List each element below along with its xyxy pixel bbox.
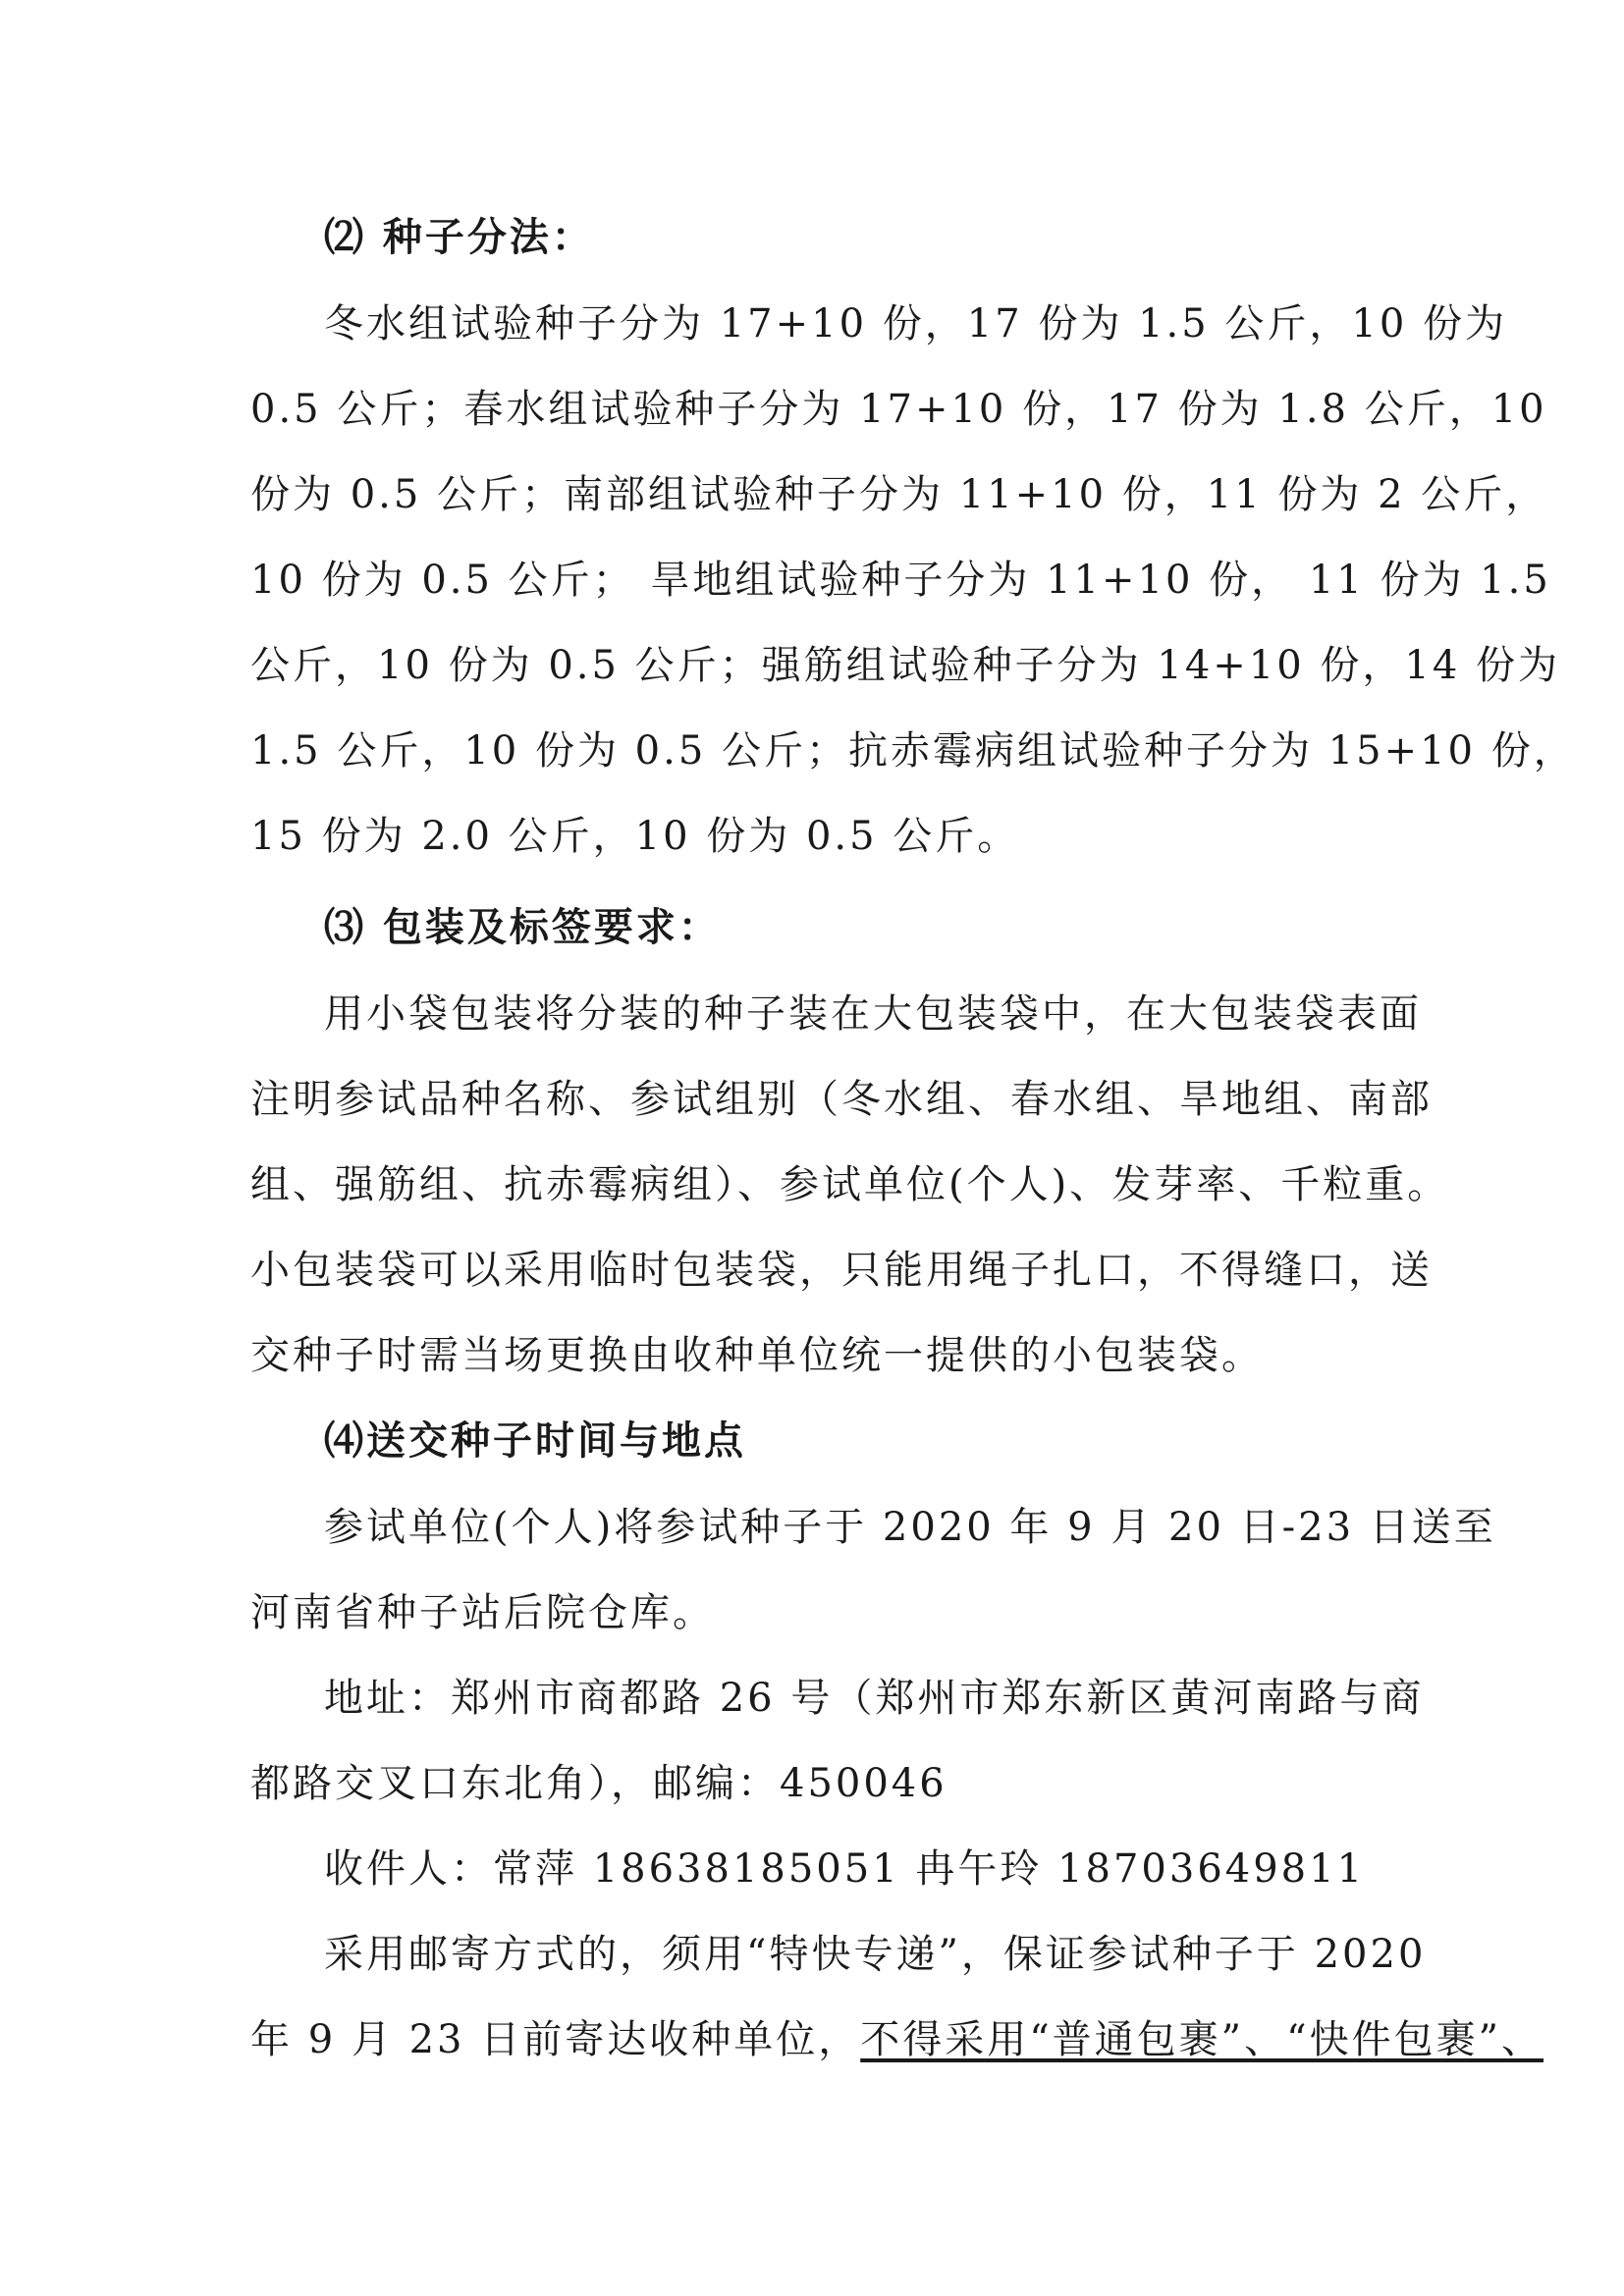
text-line: 交种子时需当场更换由收种单位统一提供的小包装袋。: [250, 1333, 1264, 1378]
text-line: 0.5 公斤；春水组试验种子分为 17+10 份，17 份为 1.8 公斤，10: [250, 387, 1547, 432]
text-line: 组、强筋组、抗赤霉病组）、参试单位(个人)、发芽率、千粒重。: [250, 1162, 1450, 1207]
text-line: 公斤，10 份为 0.5 公斤；强筋组试验种子分为 14+10 份，14 份为: [250, 643, 1561, 688]
text-line: 采用邮寄方式的，须用“特快专递”，保证参试种子于 2020: [324, 1932, 1427, 1977]
paragraph-seed-division: [250, 282, 1576, 880]
section-heading-packaging: ⑶ 包装及标签要求：: [324, 904, 721, 950]
paragraph-packaging: [250, 972, 1450, 1399]
text-line: 15 份为 2.0 公斤，10 份为 0.5 公斤。: [250, 814, 1020, 859]
paragraph-address: [250, 1656, 1425, 1827]
mail-deadline-text: 年 9 月 23 日前寄达收种单位，: [250, 2017, 861, 2062]
text-line: 10 份为 0.5 公斤； 旱地组试验种子分为 11+10 份， 11 份为 1.5: [250, 558, 1551, 603]
text-line: 都路交叉口东北角），邮编：450046: [250, 1761, 947, 1806]
text-line: 用小袋包装将分装的种子装在大包装袋中，在大包装袋表面: [324, 991, 1422, 1037]
text-line: 1.5 公斤，10 份为 0.5 公斤；抗赤霉病组试验种子分为 15+10 份，: [250, 728, 1576, 774]
recipient-line: 收件人：常萍 18638185051 冉午玲 18703649811: [324, 1846, 1366, 1892]
text-line: 地址：郑州市商都路 26 号（郑州市郑东新区黄河南路与商: [324, 1676, 1425, 1721]
text-line: 河南省种子站后院仓库。: [250, 1590, 715, 1635]
text-line: [250, 1998, 1544, 2083]
paragraph-delivery-time: [250, 1485, 1496, 1656]
text-line: 冬水组试验种子分为 17+10 份，17 份为 1.5 公斤，10 份为: [324, 301, 1508, 347]
text-line: 注明参试品种名称、参试组别（冬水组、春水组、旱地组、南部: [250, 1077, 1433, 1122]
section-heading-delivery: ⑷送交种子时间与地点: [324, 1417, 746, 1464]
text-line: 小包装袋可以采用临时包装袋，只能用绳子扎口，不得缝口，送: [250, 1248, 1433, 1293]
text-line: 份为 0.5 公斤；南部组试验种子分为 11+10 份，11 份为 2 公斤，: [250, 472, 1548, 517]
text-line: 参试单位(个人)将参试种子于 2020 年 9 月 20 日-23 日送至: [324, 1505, 1496, 1550]
paragraph-mail: [250, 1912, 1544, 2083]
underlined-restriction-text: 不得采用“普通包裹”、“快件包裹”、: [860, 2017, 1544, 2062]
section-heading-seed-division: ⑵ 种子分法：: [324, 214, 594, 260]
